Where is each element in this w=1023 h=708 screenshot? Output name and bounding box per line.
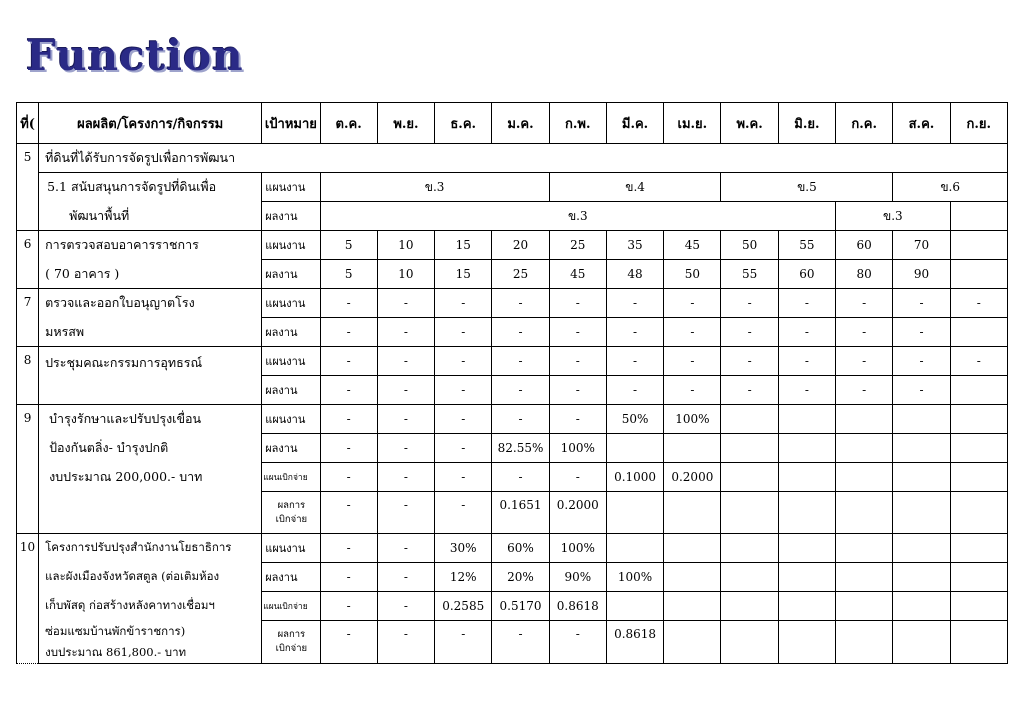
cell: 0.8618 — [549, 592, 606, 621]
cell: - — [836, 347, 893, 376]
cell: - — [950, 289, 1007, 318]
cell — [721, 534, 778, 563]
cell: - — [836, 318, 893, 347]
cell — [721, 463, 778, 492]
header-month: มี.ค. — [606, 103, 663, 144]
cell: - — [492, 289, 549, 318]
cell: - — [320, 405, 377, 434]
cell: - — [549, 318, 606, 347]
work-plan-table — [16, 102, 1008, 664]
cell: - — [664, 289, 721, 318]
cell: - — [320, 318, 377, 347]
cell: - — [549, 621, 606, 664]
cell — [950, 260, 1007, 289]
type-label: แผนเบิกจ่าย — [262, 463, 320, 492]
cell: 0.8618 — [606, 621, 663, 664]
item-label: บำรุงรักษาและปรับปรุงเขื่อน — [39, 405, 262, 434]
header-target: เป้าหมาย — [262, 103, 320, 144]
cell: 100% — [549, 534, 606, 563]
cell — [893, 492, 950, 534]
plan-row — [17, 405, 1008, 434]
cell: 45 — [664, 231, 721, 260]
cell: 0.1651 — [492, 492, 549, 534]
cell: - — [606, 376, 663, 405]
type-label: ผลงาน — [262, 202, 320, 231]
cell — [950, 405, 1007, 434]
cell: - — [377, 318, 434, 347]
plan-spend-row — [17, 592, 1008, 621]
type-label-line: ผลการ — [277, 499, 306, 511]
cell: 0.1000 — [606, 463, 663, 492]
cell: 55 — [721, 260, 778, 289]
cell: - — [377, 592, 434, 621]
header-month: ม.ค. — [492, 103, 549, 144]
cell: - — [320, 563, 377, 592]
plan-row — [17, 289, 1008, 318]
cell: 80 — [836, 260, 893, 289]
item-label-line: งบประมาณ 861,800.- บาท — [45, 644, 187, 659]
cell — [950, 202, 1007, 231]
cell — [778, 492, 835, 534]
result-row — [17, 260, 1008, 289]
cell — [893, 592, 950, 621]
cell: ข.5 — [721, 173, 893, 202]
cell — [950, 563, 1007, 592]
result-row — [17, 563, 1008, 592]
cell: - — [492, 318, 549, 347]
cell: ข.3 — [320, 202, 836, 231]
row-number: 10 — [17, 534, 39, 664]
cell: 70 — [893, 231, 950, 260]
type-label-line: เบิกจ่าย — [275, 513, 308, 525]
type-label-line: เบิกจ่าย — [275, 642, 308, 654]
cell: 35 — [606, 231, 663, 260]
cell — [893, 621, 950, 664]
cell — [836, 621, 893, 664]
cell — [664, 592, 721, 621]
cell — [893, 434, 950, 463]
item-label: เก็บพัสดุ ก่อสร้างหลังคาทางเชื่อมฯ — [39, 592, 262, 621]
cell: - — [721, 289, 778, 318]
row-number: 8 — [17, 347, 39, 405]
header-month: ก.ย. — [950, 103, 1007, 144]
item-label: ประชุมคณะกรรมการอุทธรณ์ — [39, 347, 262, 405]
cell — [606, 434, 663, 463]
header-month: ก.ค. — [836, 103, 893, 144]
item-label — [39, 621, 262, 664]
cell: 45 — [549, 260, 606, 289]
cell: - — [664, 376, 721, 405]
cell: - — [778, 289, 835, 318]
cell — [664, 534, 721, 563]
cell: 60 — [836, 231, 893, 260]
cell: - — [435, 318, 492, 347]
cell: 0.2000 — [664, 463, 721, 492]
type-label: ผลงาน — [262, 434, 320, 463]
header-row — [17, 103, 1008, 144]
type-label: แผนเบิกจ่าย — [262, 592, 320, 621]
item-label: พัฒนาพื้นที่ — [39, 202, 262, 231]
type-label: ผลงาน — [262, 318, 320, 347]
cell: - — [377, 492, 434, 534]
cell: - — [320, 592, 377, 621]
item-label-line: ซ่อมแซมบ้านพักข้าราชการ) — [45, 623, 186, 638]
cell — [836, 463, 893, 492]
cell: - — [377, 463, 434, 492]
cell — [606, 534, 663, 563]
item-label: ตรวจและออกใบอนุญาตโรง — [39, 289, 262, 318]
cell: - — [377, 376, 434, 405]
cell — [950, 534, 1007, 563]
cell — [836, 492, 893, 534]
header-month: ต.ค. — [320, 103, 377, 144]
cell: 20% — [492, 563, 549, 592]
cell: 90% — [549, 563, 606, 592]
cell: - — [721, 376, 778, 405]
plan-spend-row — [17, 463, 1008, 492]
cell: 82.55% — [492, 434, 549, 463]
row-number: 7 — [17, 289, 39, 347]
cell: 55 — [778, 231, 835, 260]
cell: - — [492, 405, 549, 434]
cell — [950, 621, 1007, 664]
item-label: 5.1 สนับสนุนการจัดรูปที่ดินเพื่อ — [39, 173, 262, 202]
cell: - — [320, 434, 377, 463]
header-month: เม.ย. — [664, 103, 721, 144]
cell: - — [435, 621, 492, 664]
cell: - — [320, 289, 377, 318]
cell — [721, 405, 778, 434]
cell — [950, 492, 1007, 534]
cell: - — [606, 347, 663, 376]
cell: 15 — [435, 260, 492, 289]
cell: 12% — [435, 563, 492, 592]
type-label: แผนงาน — [262, 173, 320, 202]
cell: - — [435, 347, 492, 376]
cell — [836, 534, 893, 563]
result-row — [17, 434, 1008, 463]
cell: - — [492, 347, 549, 376]
cell: - — [893, 289, 950, 318]
cell: - — [377, 347, 434, 376]
cell: ข.3 — [320, 173, 549, 202]
cell — [778, 534, 835, 563]
plan-row — [17, 173, 1008, 202]
cell: - — [492, 376, 549, 405]
type-label: แผนงาน — [262, 347, 320, 376]
item-label: งบประมาณ 200,000.- บาท — [39, 463, 262, 492]
cell: - — [778, 318, 835, 347]
cell: ข.4 — [549, 173, 721, 202]
plan-row — [17, 534, 1008, 563]
cell: - — [836, 289, 893, 318]
result-spend-row — [17, 621, 1008, 664]
cell — [893, 463, 950, 492]
cell: - — [435, 492, 492, 534]
cell: 50 — [664, 260, 721, 289]
cell — [721, 621, 778, 664]
cell — [778, 592, 835, 621]
row-number: 5 — [17, 144, 39, 231]
cell: 100% — [664, 405, 721, 434]
cell: - — [377, 563, 434, 592]
cell: - — [435, 289, 492, 318]
cell — [836, 405, 893, 434]
type-label: แผนงาน — [262, 231, 320, 260]
cell: ข.3 — [836, 202, 951, 231]
cell — [893, 405, 950, 434]
cell — [721, 492, 778, 534]
cell: 50% — [606, 405, 663, 434]
cell: 0.2000 — [549, 492, 606, 534]
cell — [721, 434, 778, 463]
cell: - — [435, 405, 492, 434]
cell — [950, 376, 1007, 405]
cell: - — [549, 289, 606, 318]
cell: - — [377, 289, 434, 318]
type-label: แผนงาน — [262, 405, 320, 434]
header-month: พ.ค. — [721, 103, 778, 144]
section-row — [17, 144, 1008, 173]
page-title: Function — [26, 31, 244, 80]
cell: 25 — [549, 231, 606, 260]
type-label: แผนงาน — [262, 534, 320, 563]
cell: 100% — [549, 434, 606, 463]
cell: - — [721, 318, 778, 347]
cell — [664, 492, 721, 534]
result-spend-row — [17, 492, 1008, 534]
type-label: แผนงาน — [262, 289, 320, 318]
plan-row — [17, 231, 1008, 260]
cell: 60 — [778, 260, 835, 289]
cell — [664, 621, 721, 664]
cell — [950, 231, 1007, 260]
cell: - — [435, 376, 492, 405]
item-label: มหรสพ — [39, 318, 262, 347]
header-month: ส.ค. — [893, 103, 950, 144]
type-label: ผลงาน — [262, 260, 320, 289]
cell: - — [320, 376, 377, 405]
header-month: พ.ย. — [377, 103, 434, 144]
cell: - — [606, 318, 663, 347]
cell: 30% — [435, 534, 492, 563]
cell: - — [435, 434, 492, 463]
type-label — [262, 492, 320, 534]
cell — [950, 592, 1007, 621]
header-no: ที่( — [17, 103, 39, 144]
header-month: ก.พ. — [549, 103, 606, 144]
type-label-line: ผลการ — [277, 628, 306, 640]
cell: 100% — [606, 563, 663, 592]
cell: - — [492, 621, 549, 664]
type-label: ผลงาน — [262, 563, 320, 592]
cell: - — [492, 463, 549, 492]
cell: - — [320, 492, 377, 534]
cell: - — [549, 376, 606, 405]
cell — [893, 563, 950, 592]
cell — [950, 463, 1007, 492]
cell: - — [320, 621, 377, 664]
cell: 50 — [721, 231, 778, 260]
cell: - — [377, 434, 434, 463]
cell: - — [606, 289, 663, 318]
cell: 15 — [435, 231, 492, 260]
item-label: ( 70 อาคาร ) — [39, 260, 262, 289]
item-label: โครงการปรับปรุงสำนักงานโยธาธิการ — [39, 534, 262, 563]
item-label: และผังเมืองจังหวัดสตูล (ต่อเติมห้อง — [39, 563, 262, 592]
cell: 5 — [320, 231, 377, 260]
cell — [950, 318, 1007, 347]
cell — [721, 563, 778, 592]
cell: - — [893, 347, 950, 376]
cell: - — [377, 405, 434, 434]
cell: - — [435, 463, 492, 492]
cell — [778, 563, 835, 592]
cell: 25 — [492, 260, 549, 289]
cell: - — [664, 347, 721, 376]
cell: - — [549, 405, 606, 434]
item-label: การตรวจสอบอาคารราชการ — [39, 231, 262, 260]
cell: - — [778, 376, 835, 405]
cell: - — [377, 534, 434, 563]
cell — [778, 621, 835, 664]
cell: - — [950, 347, 1007, 376]
cell — [721, 592, 778, 621]
cell — [836, 434, 893, 463]
cell: - — [664, 318, 721, 347]
type-label — [262, 621, 320, 664]
cell: 0.2585 — [435, 592, 492, 621]
cell — [950, 434, 1007, 463]
row-number: 6 — [17, 231, 39, 289]
cell — [778, 463, 835, 492]
cell: 60% — [492, 534, 549, 563]
cell: - — [778, 347, 835, 376]
cell — [893, 534, 950, 563]
cell: - — [377, 621, 434, 664]
cell — [836, 563, 893, 592]
header-month: มิ.ย. — [778, 103, 835, 144]
cell: - — [549, 463, 606, 492]
cell: 20 — [492, 231, 549, 260]
cell: - — [721, 347, 778, 376]
cell: 10 — [377, 260, 434, 289]
header-item: ผลผลิต/โครงการ/กิจกรรม — [39, 103, 262, 144]
cell: - — [320, 534, 377, 563]
cell: - — [549, 347, 606, 376]
header-month: ธ.ค. — [435, 103, 492, 144]
row-number: 9 — [17, 405, 39, 534]
item-label — [39, 492, 262, 534]
cell — [836, 592, 893, 621]
cell: - — [893, 376, 950, 405]
cell — [664, 434, 721, 463]
cell: - — [320, 463, 377, 492]
result-row — [17, 202, 1008, 231]
cell: 90 — [893, 260, 950, 289]
cell: 48 — [606, 260, 663, 289]
cell: ข.6 — [893, 173, 1008, 202]
plan-row — [17, 347, 1008, 376]
cell — [664, 563, 721, 592]
cell — [778, 405, 835, 434]
item-label: ป้องกันตลิ่ง- บำรุงปกติ — [39, 434, 262, 463]
cell: - — [836, 376, 893, 405]
cell — [606, 592, 663, 621]
cell: 5 — [320, 260, 377, 289]
cell — [606, 492, 663, 534]
section-title: ที่ดินที่ได้รับการจัดรูปเพื่อการพัฒนา — [39, 144, 1008, 173]
type-label: ผลงาน — [262, 376, 320, 405]
cell — [778, 434, 835, 463]
cell: 10 — [377, 231, 434, 260]
cell: - — [320, 347, 377, 376]
result-row — [17, 318, 1008, 347]
cell: - — [893, 318, 950, 347]
cell: 0.5170 — [492, 592, 549, 621]
